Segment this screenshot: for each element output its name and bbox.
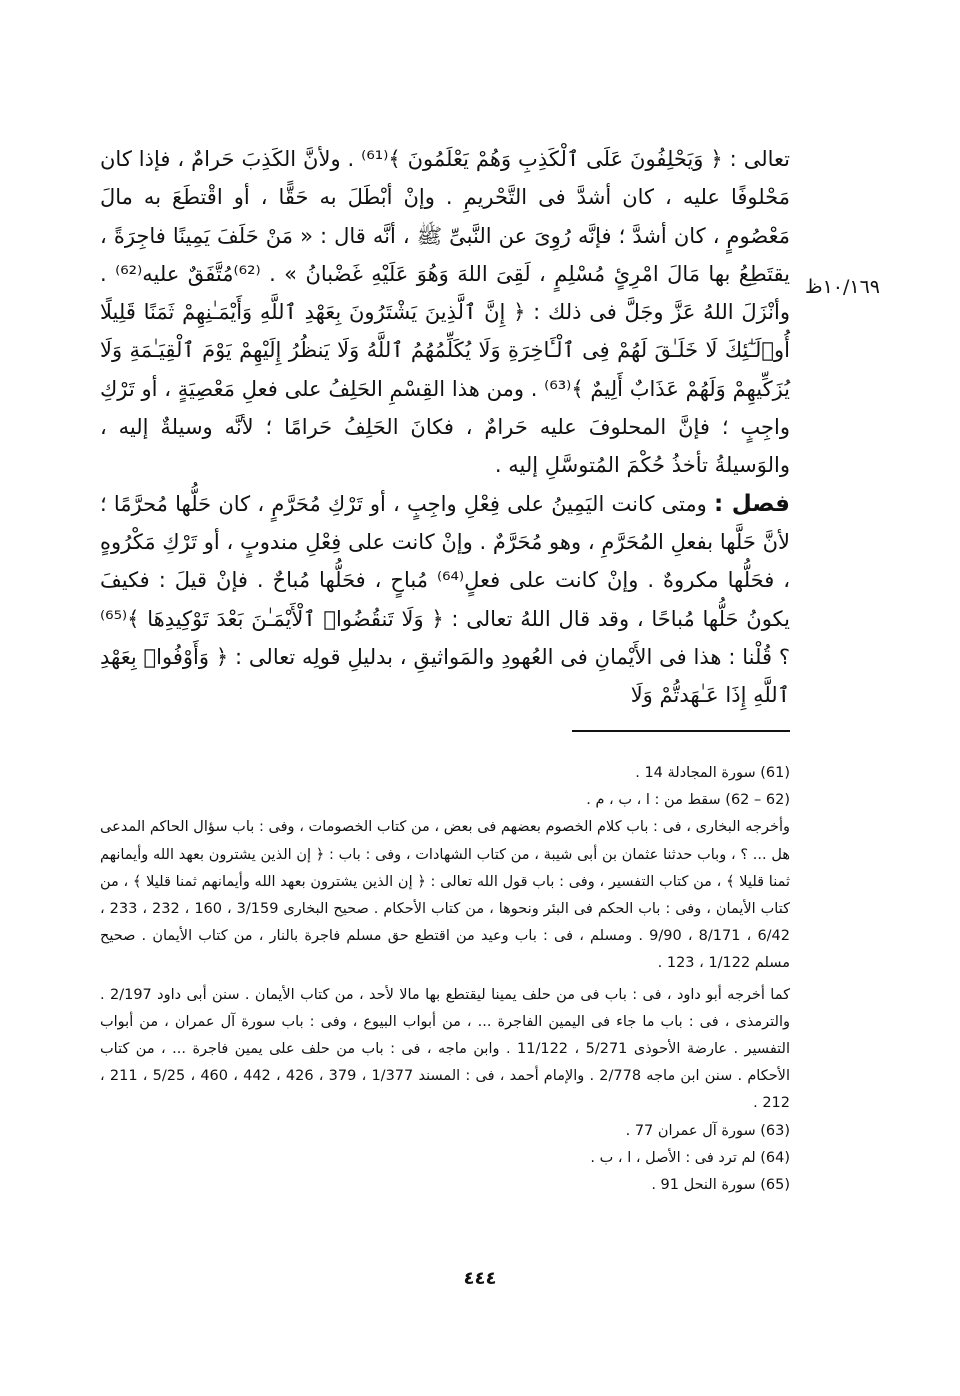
- margin-manuscript-reference: ١٠/١٦٩ظ: [804, 276, 880, 298]
- fasl-heading: فصل :: [713, 490, 790, 517]
- body-paragraph-2: [100, 485, 790, 715]
- footnote-61: (61) سورة المجادلة 14 .: [635, 765, 790, 781]
- footnote-62-other-sources: كما أخرجه أبو داود ، فى : باب فى من حلف يمينا ليقتطع بها مالا لأحد ، من كتاب الأيمان . سنن أبى داود 2/197 . والترمذى ، فى : باب ما جاء فى اليمين الفاجرة ... ، من أبواب البيوع ، وفى : باب سورة آل عمران ، من أبواب التفسير . عارضة الأحوذى 5/271 ، 11/122 . وابن ماجه ، فى : باب من حلف على يمين فاجرة ... ، من كتاب الأحكام . سنن ابن ماجه 2/778 . والإمام أحمد ، فى : المسند 1/377 ، 379 ، 426 ، 442 ، 460 ، 5/25 ، 211 ، 212 .: [100, 986, 790, 1112]
- footnote-64: (64) لم ترد فى : الأصل ، ا ، ب .: [590, 1149, 790, 1166]
- footnote-62-bukhari-muslim: وأخرجه البخارى ، فى : باب كلام الخصوم بعضهم فى بعض ، من كتاب الخصومات ، وفى : باب سؤال الحاكم المدعى هل ... ؟ ، وباب حدثنا عثمان بن أبى شيبة ، من كتاب الشهادات ، وفى : باب : ﴿ إن الذين يشترون بعهد الله وأيمانهم ثمنا قليلا ﴾ ، من كتاب التفسير ، وفى : باب قول الله تعالى : ﴿ إن الذين يشترون بعهد الله وأيمانهم ثمنا قليلا ﴾ ، من كتاب الأيمان ، وفى : باب الحكم فى البئر ونحوها ، من كتاب الأحكام . صحيح البخارى 3/159 ، 160 ، 232 ، 233 ، 6/42 ، 8/171 ، 9/90 . ومسلم ، فى : باب وعيد من اقتطع حق مسلم فاجرة بالنار ، من كتاب الأيمان . صحيح مسلم 1/122 ، 123 .: [100, 819, 790, 972]
- footnote-separator: [572, 730, 790, 732]
- footnote-62: (62 – 62) سقط من : ا ، ب ، م .: [586, 792, 790, 809]
- body-paragraph-2-text: ومتى كانت اليَمِينُ على فِعْلِ واجِبٍ ، أو تَرْكِ مُحَرَّمٍ ، كان حَلُّها مُحرَّمًا ؛ لأنَّ حَلَّها بفعلِ المُحَرَّمِ ، وهو مُحَرَّمٌ . وإنْ كانت على فِعْلِ مندوبٍ ، أو تَرْكِ مَكْرُوهٍ ، فحَلُّها مكروهٌ . وإنْ كانت على فعلٍ⁽⁶⁴⁾ مُباحٍ ، فحَلُّها مُباحٌ . فإنْ قيلَ : فكيفَ يكونُ حَلُّها مُباحًا ، وقد قال اللهُ تعالى : ﴿ وَلَا تَنقُضُوا۟ ٱلْأَيْمَـٰنَ بَعْدَ تَوْكِيدِهَا ﴾⁽⁶⁵⁾ ؟ قُلْنا : هذا فى الأَيْمانِ فى العُهودِ والمَواثيقِ ، بدليلِ قولِه تعالى : ﴿ وَأَوْفُوا۟ بِعَهْدِ ٱللَّهِ إِذَا عَـٰهَدتُّمْ وَلَا: [100, 491, 790, 708]
- main-text: [100, 140, 790, 714]
- footnote-65: (65) سورة النحل 91 .: [651, 1177, 790, 1194]
- footnote-63: (63) سورة آل عمران 77 .: [625, 1122, 790, 1139]
- body-paragraph-1: تعالى : ﴿ وَيَحْلِفُونَ عَلَى ٱلْكَذِبِ وَهُمْ يَعْلَمُونَ ﴾⁽⁶¹⁾ . ولأنَّ الكَذِبَ حَرامٌ ، فإذا كان مَحْلوفًا عليه ، كان أشدَّ فى التَّحْريمِ . وإنْ أبْطَلَ به حَقًّا ، أو اقْتطَعَ به مالَ مَعْصُومٍ ، كان أشدَّ ؛ فإنَّه رُوِىَ عن النَّبىِّ ﷺ ، أنَّه قال : « مَنْ حَلَفَ يَمِينًا فاجِرَةً ، يقتَطِعُ بها مَالَ امْرِئٍ مُسْلِمٍ ، لَقِىَ اللهَ وَهُوَ عَلَيْهِ غَضْبانُ » . ⁽⁶²⁾مُتَّفَقٌ عليه⁽⁶²⁾ . وأنْزَلَ اللهُ عَزَّ وجَلَّ فى ذلك : ﴿ إِنَّ ٱلَّذِينَ يَشْتَرُونَ بِعَهْدِ ٱللَّهِ وَأَيْمَـٰنِهِمْ ثَمَنًا قَلِيلًا أُو۟لَـٰٓئِكَ لَا خَلَـٰقَ لَهُمْ فِى ٱلْـَٔاخِرَةِ وَلَا يُكَلِّمُهُمُ ٱللَّهُ وَلَا يَنظُرُ إِلَيْهِمْ يَوْمَ ٱلْقِيَـٰمَةِ وَلَا يُزَكِّيهِمْ وَلَهُمْ عَذَابٌ أَلِيمٌ ﴾⁽⁶³⁾ . ومن هذا القِسْمِ الحَلِفُ على فعلِ مَعْصِيَةٍ ، أو تَرْكِ واجِبٍ ؛ فإنَّ المحلوفَ عليه حَرامٌ ، فكانَ الحَلِفُ حَرامًا ؛ لأنَّه وسيلةٌ إليه ، والوَسيلةُ تأخذُ حُكْمَ المُتوسَّلِ إليه .: [100, 147, 791, 478]
- page-number: ٤٤٤: [463, 1268, 497, 1289]
- footnotes: [100, 760, 790, 1199]
